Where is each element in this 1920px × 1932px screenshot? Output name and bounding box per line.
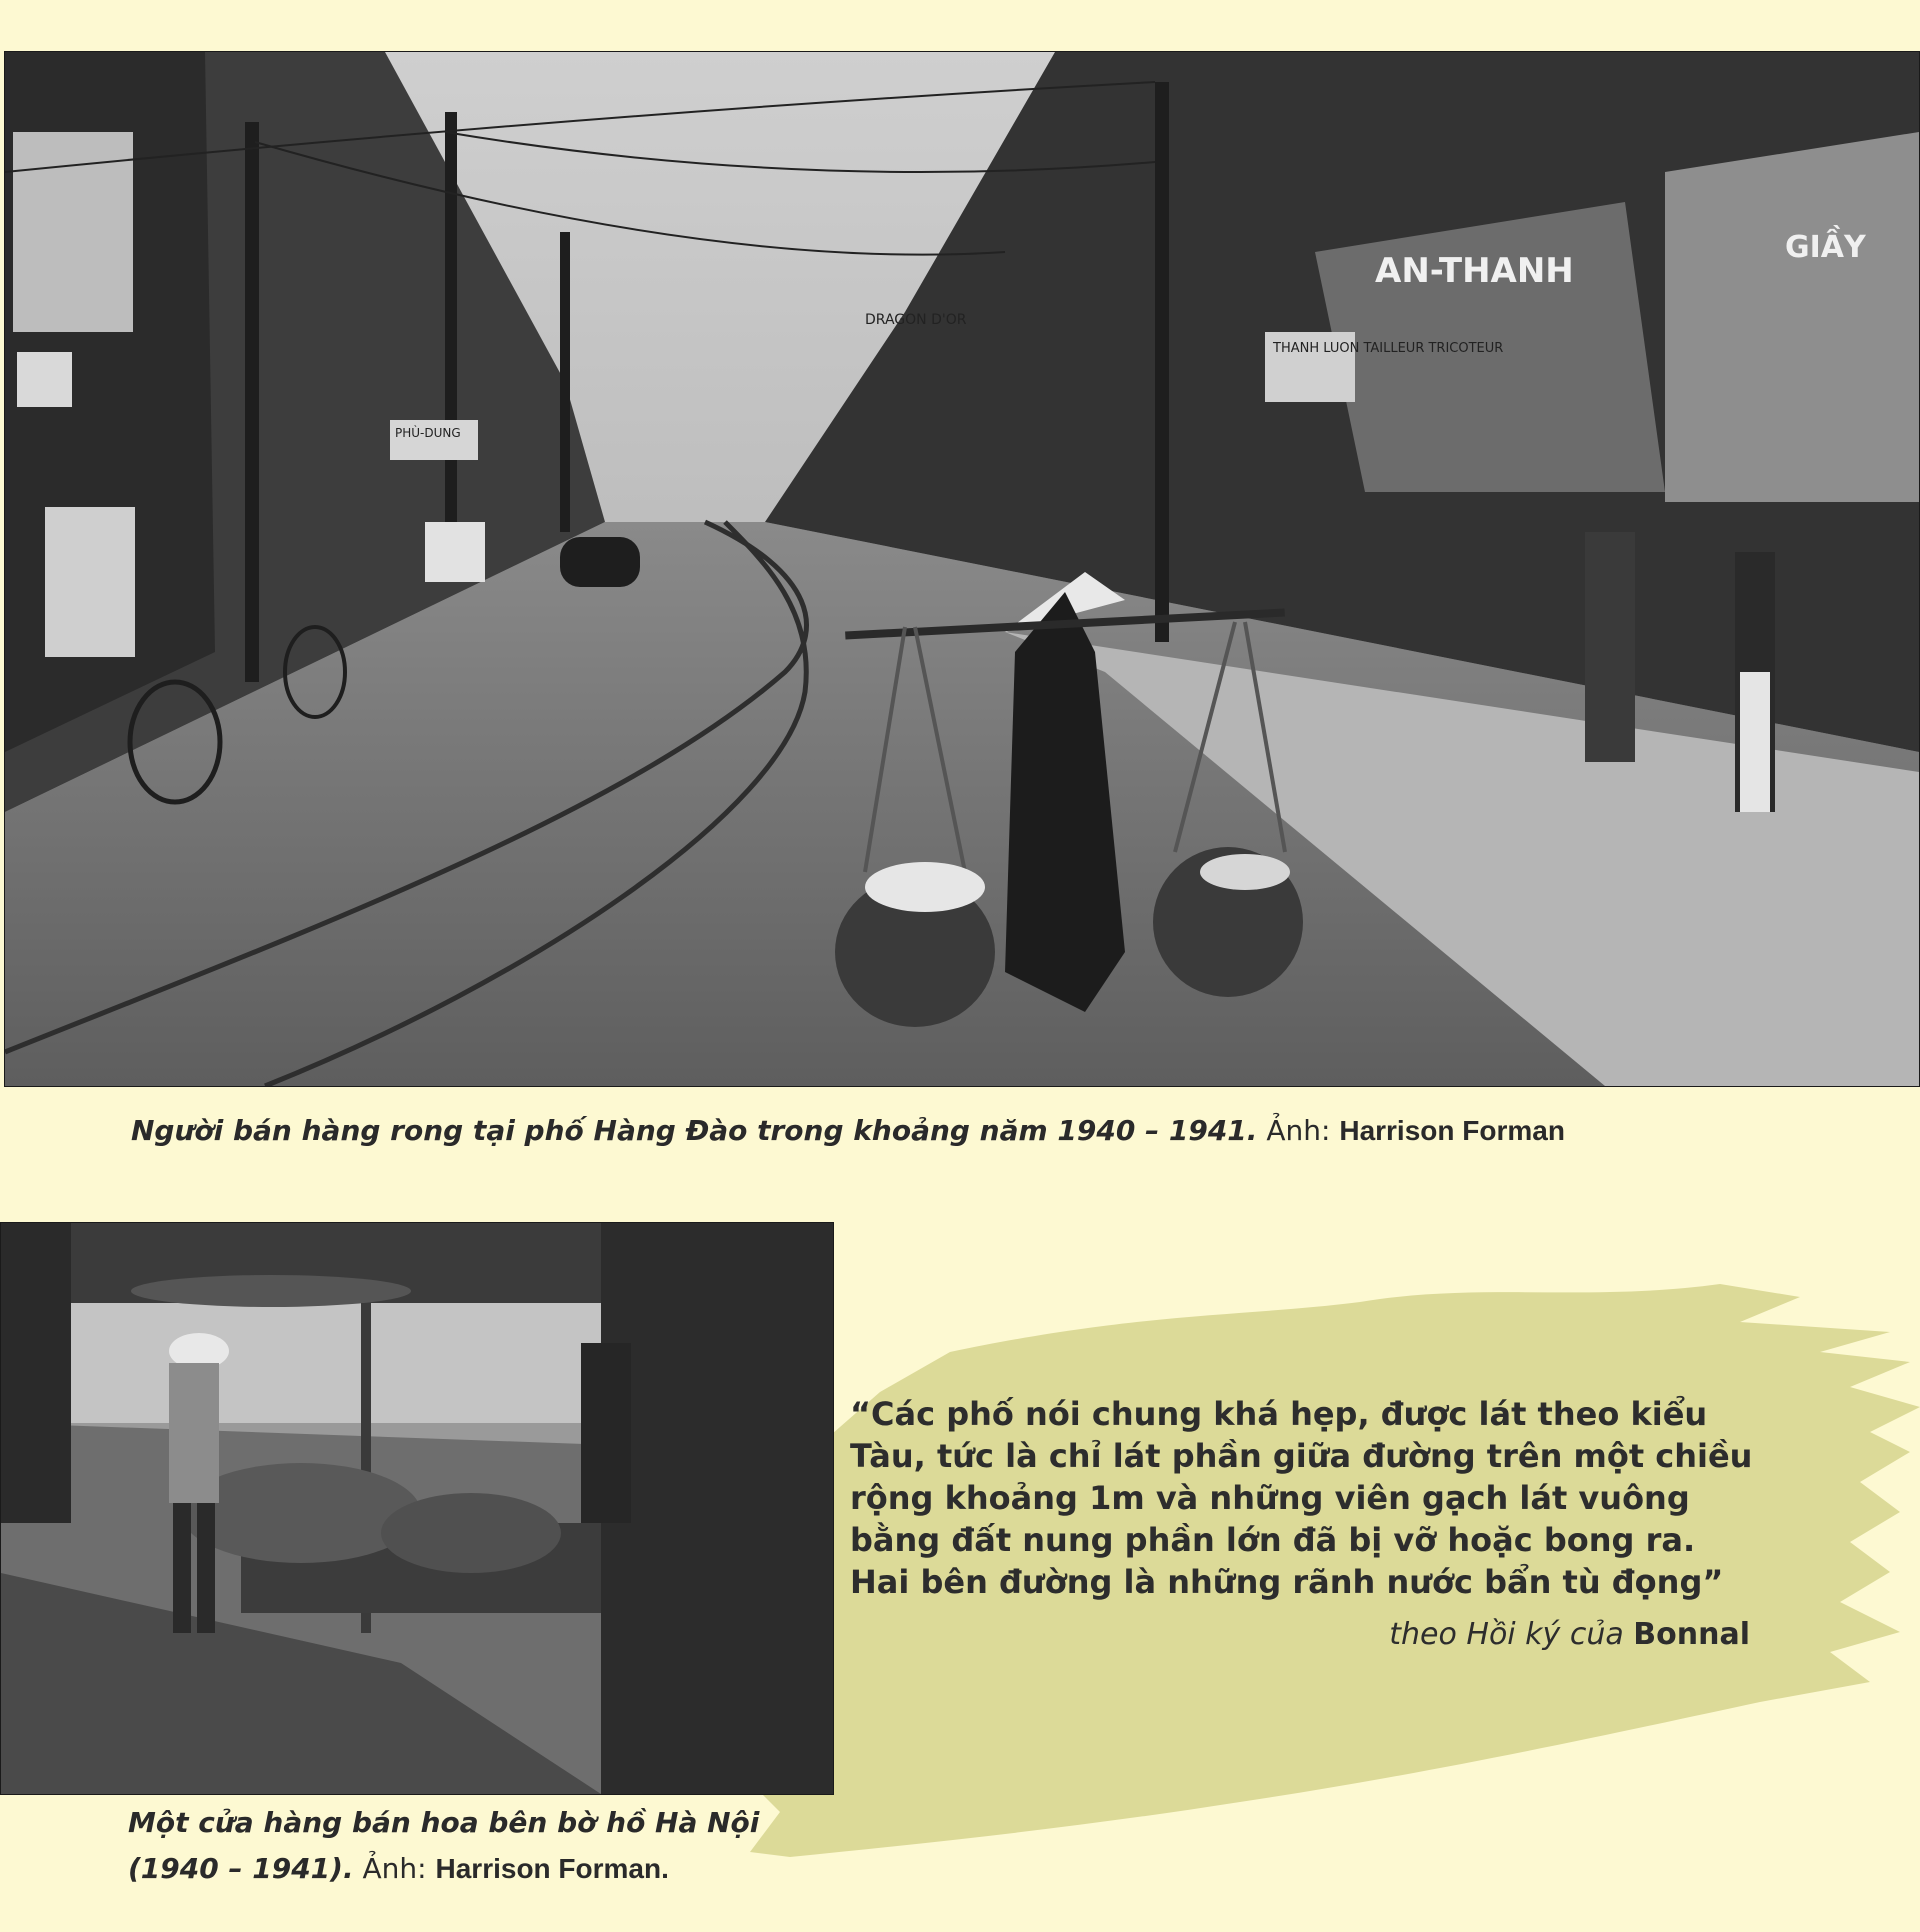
bottom-photo-caption bbox=[128, 1800, 808, 1892]
attribution-prefix: theo Hồi ký của bbox=[1389, 1617, 1624, 1652]
sign-dragon: DRAGON D'OR bbox=[865, 312, 967, 328]
quote-line: “Các phố nói chung khá hẹp, được lát theo kiểu bbox=[850, 1395, 1708, 1433]
attribution-name: Bonnal bbox=[1633, 1617, 1750, 1652]
flower-shop-photo bbox=[0, 1222, 834, 1795]
sign-shop: AN-THANH bbox=[1375, 251, 1574, 291]
quote-line: Hai bên đường là những rãnh nước bẩn tù đọng” bbox=[850, 1563, 1724, 1601]
bottom-caption-line1: Một cửa hàng bán hoa bên bờ hồ Hà Nội bbox=[128, 1806, 760, 1839]
top-caption-credit-name: Harrison Forman bbox=[1339, 1115, 1565, 1146]
quote-line: bằng đất nung phần lớn đã bị vỡ hoặc bong ra. bbox=[850, 1521, 1696, 1559]
sign-giay: GIẦY bbox=[1785, 230, 1866, 265]
bottom-caption-credit-label: Ảnh: bbox=[362, 1852, 427, 1885]
quote-line: Tàu, tức là chỉ lát phần giữa đường trên một chiều bbox=[850, 1437, 1753, 1475]
sign-phudung: PHÙ-DUNG bbox=[395, 426, 461, 440]
bottom-caption-line2: (1940 – 1941). bbox=[128, 1852, 354, 1885]
top-caption-text: Người bán hàng rong tại phố Hàng Đào trong khoảng năm 1940 – 1941. bbox=[131, 1114, 1258, 1147]
quote-attribution bbox=[850, 1613, 1750, 1657]
quote-line: rộng khoảng 1m và những viên gạch lát vuông bbox=[850, 1479, 1690, 1517]
memoir-quote bbox=[850, 1393, 1753, 1603]
top-caption-credit-label: Ảnh: bbox=[1266, 1114, 1331, 1147]
top-photo-caption bbox=[131, 1108, 1565, 1154]
sign-tailor: THANH LUON TAILLEUR TRICOTEUR bbox=[1273, 341, 1504, 356]
bottom-caption-credit-name: Harrison Forman. bbox=[435, 1853, 669, 1884]
street-vendor-photo bbox=[4, 51, 1920, 1087]
